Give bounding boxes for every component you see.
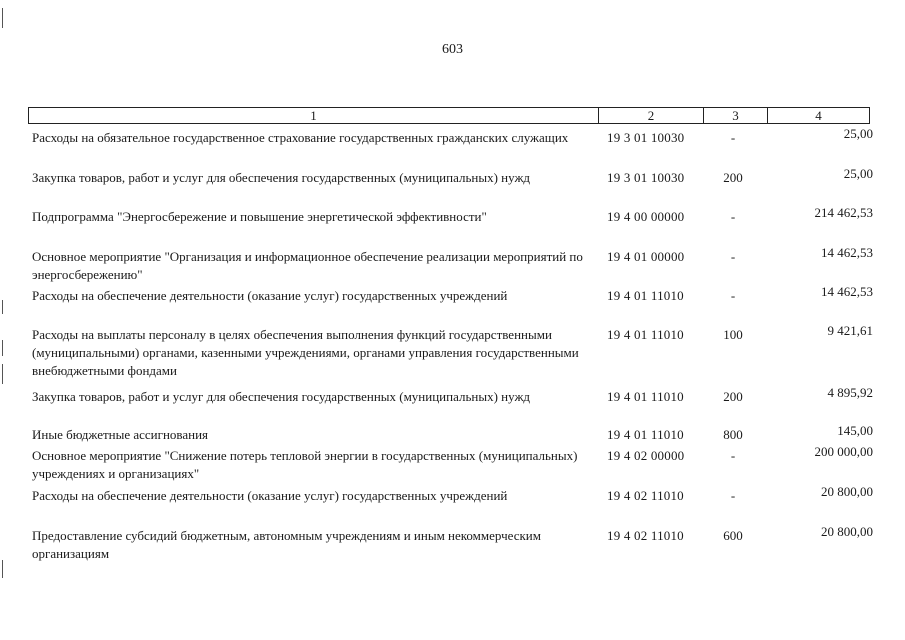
row-code: 19 4 01 11010 [607,427,684,442]
row-code: 19 4 01 11010 [607,389,684,404]
row-code: 19 4 01 11010 [607,288,684,303]
row-description: Основное мероприятие "Снижение потерь тепловой энергии в государственных (муниципальных) учреждениях и организациях" [32,448,578,481]
left-edge-line [2,340,3,356]
row-description: Предоставление субсидий бюджетным, автономным учреждениям и иным некоммерческим организациям [32,528,541,561]
row-amount: 14 462,53 [821,245,873,260]
header-col-2: 2 [598,108,703,123]
row-description: Закупка товаров, работ и услуг для обеспечения государственных (муниципальных) нужд [32,389,531,404]
row-description: Основное мероприятие "Организация и информационное обеспечение реализации мероприятий по энергосбережению" [32,249,583,282]
row-description: Расходы на обеспечение деятельности (оказание услуг) государственных учреждений [32,288,508,303]
header-col-4: 4 [767,108,869,123]
row-amount: 145,00 [837,423,873,438]
row-expense-type: - [730,209,736,224]
row-code: 19 4 01 00000 [607,249,685,264]
row-code: 19 4 02 11010 [607,488,684,503]
row-amount: 25,00 [843,126,873,141]
row-expense-type: 200 [723,170,743,185]
row-expense-type: 100 [723,327,743,342]
row-code: 19 3 01 10030 [607,130,685,145]
row-amount: 4 895,92 [827,385,873,400]
row-description: Подпрограмма "Энергосбережение и повышение энергетической эффективности" [32,209,487,224]
row-code: 19 4 02 00000 [607,448,685,463]
row-amount: 25,00 [843,166,873,181]
row-amount: 214 462,53 [814,205,873,220]
row-expense-type: - [730,249,736,264]
left-edge-line [2,364,3,384]
row-amount: 20 800,00 [821,524,873,539]
row-expense-type: 600 [723,528,743,543]
row-description: Расходы на выплаты персоналу в целях обеспечения выполнения функций государственными (муниципальными) органами, казенными учреждениями, органами управления государственными внебюджетными фондами [32,327,579,378]
table-header [28,107,870,124]
left-edge-line [2,8,3,28]
row-description: Иные бюджетные ассигнования [32,427,209,442]
row-expense-type: - [730,488,736,503]
row-expense-type: 800 [723,427,743,442]
row-description: Расходы на обязательное государственное страхование государственных гражданских служащих [32,130,569,145]
row-amount: 9 421,61 [827,323,873,338]
row-description: Расходы на обеспечение деятельности (оказание услуг) государственных учреждений [32,488,508,503]
row-code: 19 4 02 11010 [607,528,684,543]
row-amount: 200 000,00 [814,444,873,459]
row-code: 19 4 00 00000 [607,209,685,224]
row-expense-type: 200 [723,389,743,404]
row-description: Закупка товаров, работ и услуг для обеспечения государственных (муниципальных) нужд [32,170,531,185]
row-amount: 14 462,53 [821,284,873,299]
row-code: 19 3 01 10030 [607,170,685,185]
row-expense-type: - [730,288,736,303]
row-expense-type: - [730,130,736,145]
left-edge-line [2,560,3,578]
page-number: 603 [442,42,463,57]
header-col-3: 3 [703,108,767,123]
left-edge-line [2,300,3,314]
row-expense-type: - [730,448,736,463]
row-amount: 20 800,00 [821,484,873,499]
row-code: 19 4 01 11010 [607,327,684,342]
header-col-1: 1 [310,108,317,123]
